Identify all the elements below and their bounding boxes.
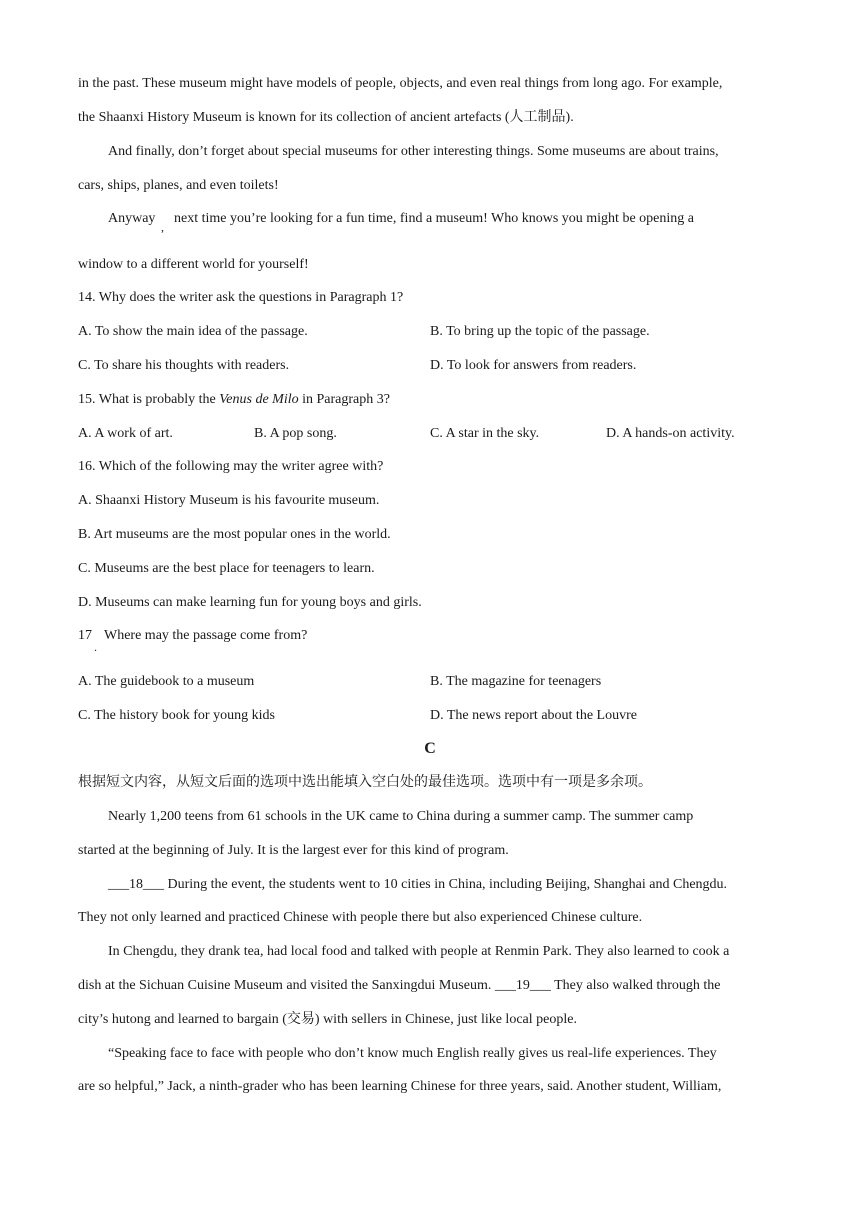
answer-option: D. The news report about the Louvre — [430, 708, 637, 723]
passage-line — [78, 977, 721, 995]
answer-option: C. A star in the sky. — [430, 426, 540, 441]
passage-text: They also walked through the — [550, 978, 721, 993]
passage-line: cars, ships, planes, and even toilets! — [78, 178, 279, 193]
answer-option: C. The history book for young kids — [78, 708, 275, 723]
answer-option: C. Museums are the best place for teenagers to learn. — [78, 561, 375, 576]
question-stem: 14. Why does the writer ask the questions in Paragraph 1? — [78, 290, 404, 305]
passage-line: city’s hutong and learned to bargain (交易) with sellers in Chinese, just like local people. — [78, 1012, 577, 1027]
passage-text: Anyway — [108, 211, 156, 226]
stem-text: in Paragraph 3? — [298, 392, 390, 407]
passage-line: They not only learned and practiced Chinese with people there but also experienced Chinese culture. — [78, 910, 643, 925]
passage-line: In Chengdu, they drank tea, had local food and talked with people at Renmin Park. They also learned to cook a — [108, 944, 730, 959]
artwork-title: Venus de Milo — [219, 392, 299, 407]
passage-text: During the event, the students went to 10 cities in China, including Beijing, Shanghai and Chengdu. — [164, 877, 728, 892]
passage-line: And finally, don’t forget about special museums for other interesting things. Some museums are about trains, — [108, 144, 719, 159]
answer-option: B. The magazine for teenagers — [430, 674, 602, 689]
section-heading: C — [424, 740, 436, 757]
answer-option: B. A pop song. — [254, 426, 337, 441]
answer-option: B. Art museums are the most popular ones in the world. — [78, 527, 391, 542]
blank-18: ___18___ — [108, 877, 164, 892]
stem-text: 15. What is probably the — [78, 392, 220, 407]
passage-line: window to a different world for yourself! — [78, 257, 309, 272]
passage-line: in the past. These museum might have models of people, objects, and even real things from long ago. For example, — [78, 76, 723, 91]
answer-option: A. The guidebook to a museum — [78, 674, 255, 689]
answer-option: D. A hands-on activity. — [606, 426, 735, 441]
answer-option: A. To show the main idea of the passage. — [78, 324, 308, 339]
question-dot: . — [94, 640, 97, 654]
answer-option: A. A work of art. — [78, 426, 173, 441]
passage-line: Nearly 1,200 teens from 61 schools in the UK came to China during a summer camp. The summer camp — [108, 809, 694, 824]
passage-line: the Shaanxi History Museum is known for its collection of ancient artefacts (人工制品). — [78, 110, 574, 125]
question-stem — [78, 391, 390, 409]
passage-line: are so helpful,” Jack, a ninth-grader who has been learning Chinese for three years, said. Another student, William, — [78, 1079, 722, 1094]
answer-option: D. Museums can make learning fun for young boys and girls. — [78, 595, 422, 610]
passage-line — [108, 210, 155, 228]
answer-option: B. To bring up the topic of the passage. — [430, 324, 650, 339]
question-stem: Where may the passage come from? — [104, 628, 308, 643]
passage-line — [108, 876, 727, 894]
passage-line: “Speaking face to face with people who don’t know much English really gives us real-life experiences. They — [108, 1046, 717, 1061]
section-instruction: 根据短文内容，从短文后面的选项中选出能填入空白处的最佳选项。选项中有一项是多余项。 — [78, 775, 652, 790]
blank-19: ___19___ — [494, 978, 551, 993]
answer-option: D. To look for answers from readers. — [430, 358, 637, 373]
question-stem: 16. Which of the following may the writer agree with? — [78, 459, 384, 474]
answer-option: C. To share his thoughts with readers. — [78, 358, 290, 373]
passage-line: next time you’re looking for a fun time, find a museum! Who knows you might be opening a — [174, 211, 694, 226]
answer-option: A. Shaanxi History Museum is his favourite museum. — [78, 493, 380, 508]
passage-text: dish at the Sichuan Cuisine Museum and visited the Sanxingdui Museum. — [78, 978, 495, 993]
stray-comma: , — [161, 220, 164, 234]
passage-line: started at the beginning of July. It is the largest ever for this kind of program. — [78, 843, 509, 858]
question-number: 17 — [78, 628, 92, 643]
